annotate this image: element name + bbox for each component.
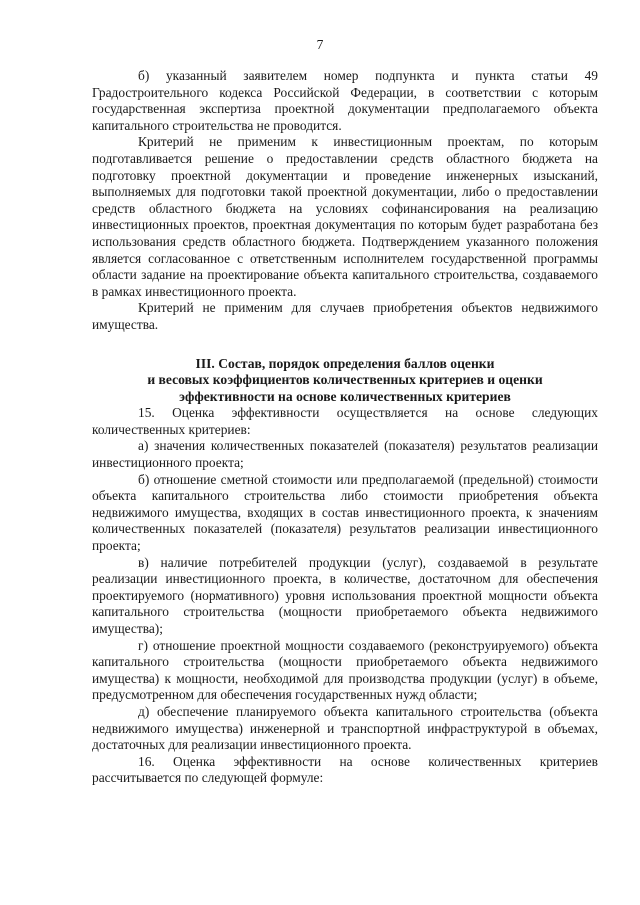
paragraph-15-b: б) отношение сметной стоимости или предполагаемой (предельной) стоимости объекта капитального строительства либо стоимости приобретения объекта недвижимого имущества, входящих в состав инвестиционного проекта, к значениям количественных показателей (показателя) результатов реализации инвестиционного проекта; [92,471,598,554]
paragraph-criterion-real-estate: Критерий не применим для случаев приобретения объектов недвижимого имущества. [92,300,598,332]
section-heading [92,356,598,406]
section-heading-line-3: эффективности на основе количественных критериев [179,388,511,404]
paragraph-16: 16. Оценка эффективности на основе количественных критериев рассчитывается по следующей формуле: [92,753,598,786]
paragraph-15: 15. Оценка эффективности осуществляется на основе следующих количественных критериев: [92,405,598,437]
paragraph-item-b: б) указанный заявителем номер подпункта и пункта статьи 49 Градостроительного кодекса Российской Федерации, в соответствии с которым государственная экспертиза проектной документации предполагаемого объекта капитального строительства не проводится. [92,68,598,133]
document-body [92,68,598,787]
paragraph-criterion-exception: Критерий не применим к инвестиционным проектам, по которым подготавливается решение о предоставлении средств областного бюджета на подготовку проектной документации и проведение инженерных изысканий, выполняемых для подготовки такой проектной документации, либо о предоставлении средств областного бюджета на условиях софинансирования на реализацию инвестиционных проектов, проектная документация по которым будет разработана без использования средств областного бюджета. Подтверждением указанного положения является согласованное с ответственным исполнителем государственной программы области задание на проектирование объекта капитального строительства, создаваемого в рамках инвестиционного проекта. [92,134,598,299]
paragraph-15-g: г) отношение проектной мощности создаваемого (реконструируемого) объекта капитального строительства (мощности приобретаемого объекта недвижимого имущества) к мощности, необходимой для производства продукции (услуг) в объеме, предусмотренном для обеспечения государственных нужд области; [92,637,598,703]
paragraph-15-v: в) наличие потребителей продукции (услуг), создаваемой в результате реализации инвестиционного проекта, в количестве, достаточном для обеспечения проектируемого (нормативного) уровня использования проектной мощности объекта капитального строительства (мощности приобретаемого объекта недвижимого имущества); [92,554,598,636]
section-heading-line-2: и весовых коэффициентов количественных критериев и оценки [147,372,543,388]
page-number: 7 [316,37,324,52]
paragraph-15-a: а) значения количественных показателей (показателя) результатов реализации инвестиционного проекта; [92,438,598,471]
section-heading-line-1: III. Состав, порядок определения баллов оценки [195,355,495,371]
paragraph-15-d: д) обеспечение планируемого объекта капитального строительства (объекта недвижимого имущества) инженерной и транспортной инфраструктурой в объемах, достаточных для реализации инвестиционного проекта. [92,703,598,753]
